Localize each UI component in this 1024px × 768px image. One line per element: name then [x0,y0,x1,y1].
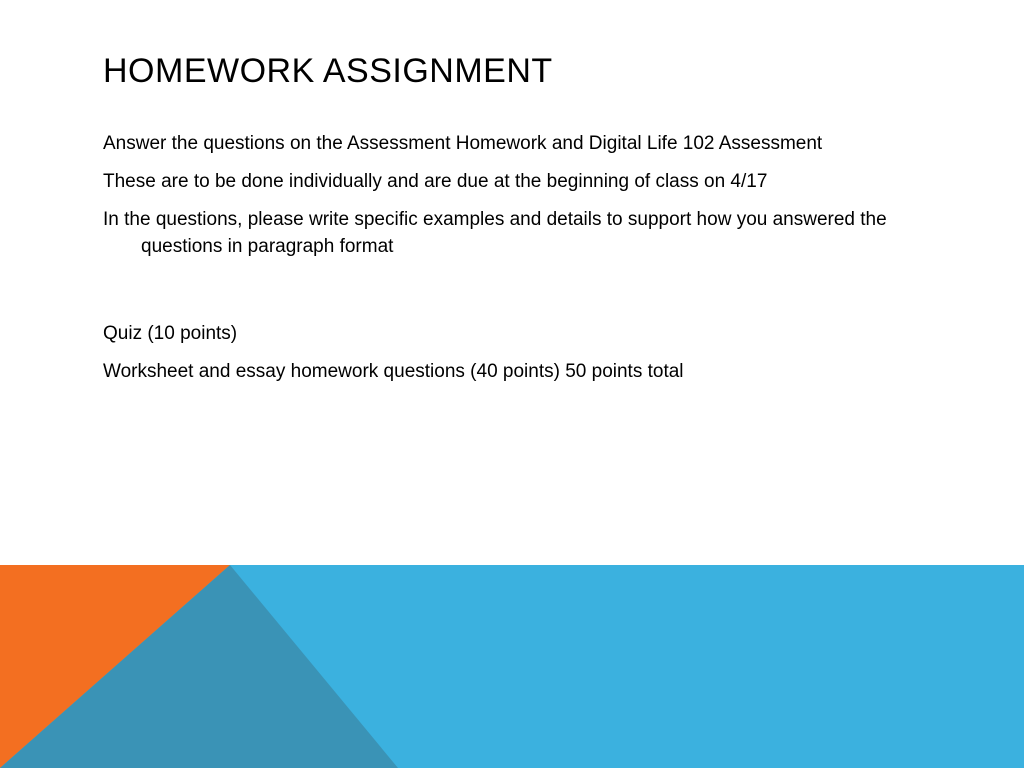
body-spacer [103,271,933,298]
slide-title: HOMEWORK ASSIGNMENT [103,52,553,90]
body-paragraph-worksheet: Worksheet and essay homework questions (40 points) 50 points total [103,361,684,382]
slide-body [103,130,933,396]
footer-decoration [0,565,1024,768]
body-paragraph-assignment: Answer the questions on the Assessment Homework and Digital Life 102 Assessment [103,133,823,154]
body-paragraph-quiz: Quiz (10 points) [103,323,238,344]
body-paragraph-due-date: These are to be done individually and are due at the beginning of class on 4/17 [103,171,768,192]
body-paragraph-instructions: In the questions, please write specific examples and details to support how you answered the questions in paragraph format [103,209,887,257]
